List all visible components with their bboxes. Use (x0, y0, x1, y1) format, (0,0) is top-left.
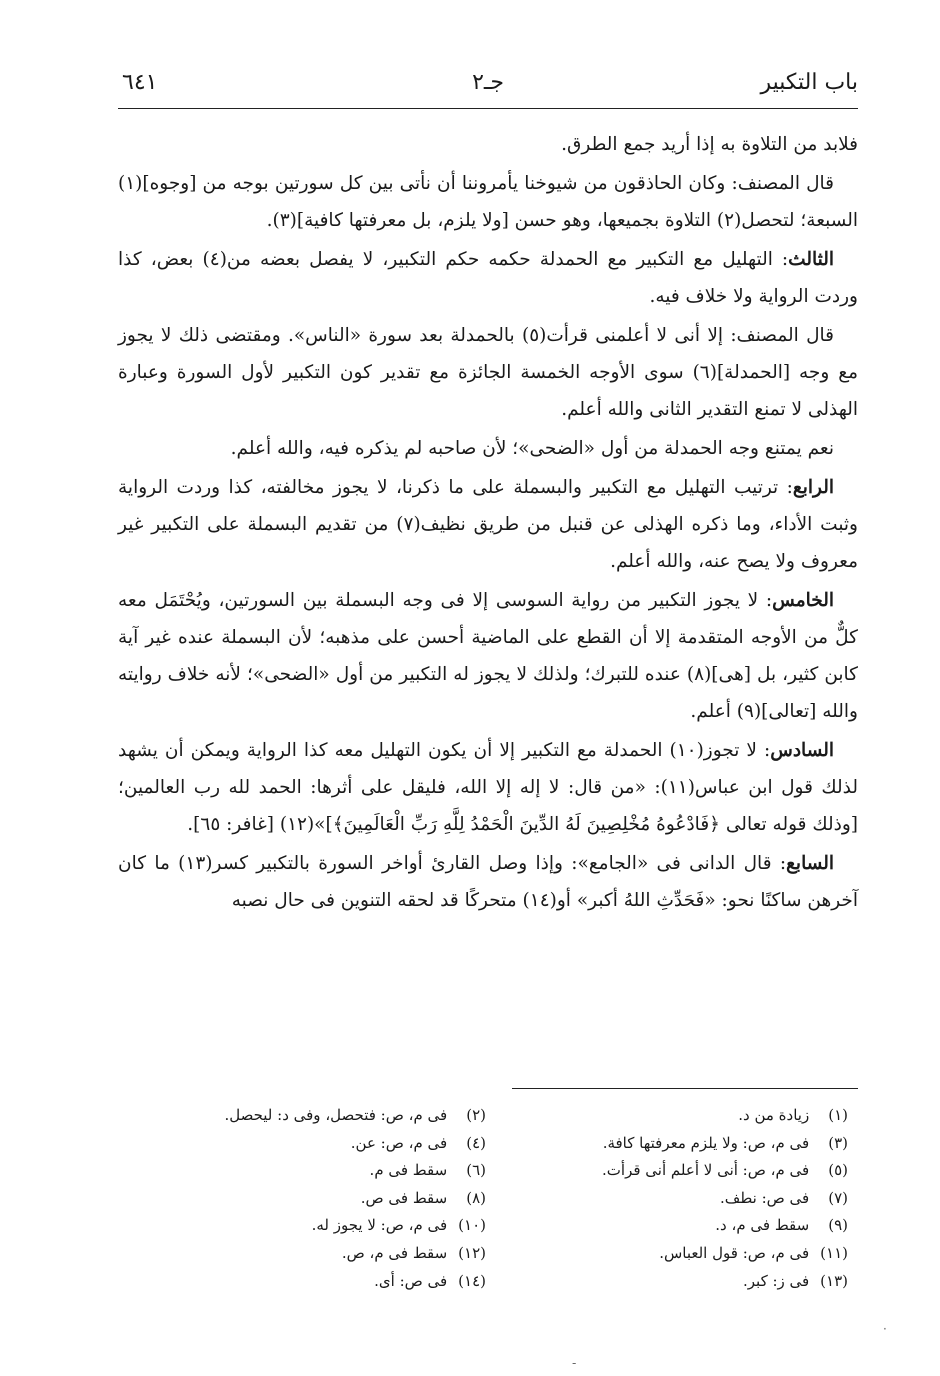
footnote-number: (١٣) (820, 1271, 848, 1290)
footnote (126, 1157, 486, 1185)
scan-speck: · (883, 1322, 887, 1336)
page-number: ٦٤١ (122, 70, 158, 95)
footnote-text: فى م، ص: أنى لا أعلم أنى قرأت. (602, 1161, 810, 1180)
footnote (126, 1212, 486, 1240)
footnote-text: فى ص: نطف. (720, 1188, 810, 1207)
footnote-text: فى م، ص: عن. (350, 1133, 448, 1152)
paragraph-text: فلابد من التلاوة به إذا أريد جمع الطرق. (561, 134, 858, 155)
paragraph (118, 317, 858, 428)
running-header (118, 58, 858, 110)
footnote-number: (٢) (466, 1106, 486, 1124)
section-lead: الثالث (788, 249, 834, 270)
footnote-number: (٧) (828, 1188, 848, 1207)
paragraph-text: : التهليل مع التكبير مع الحمدلة حكمه حكم التكبير، لا يفصل بعضه من(٤) بعض، كذا وردت الرواية ولا خلاف فيه. (118, 249, 858, 307)
footnote (126, 1185, 486, 1213)
paragraph-text: : لا يجوز التكبير من رواية السوسى إلا فى وجه البسملة بين السورتين، ويُحْتَمَل معه كلٌّ من الأوجه المتقدمة إلا أن القطع على الماضية أحسن على مذهبه؛ لأن البسملة عنده غير آية كابن كثير، بل [هى](٨) عنده للتبرك؛ ولذلك لا يجوز له التكبير من أول «الضحى»؛ لأنه خلاف روايته والله [تعالى](٩) أعلم. (118, 590, 858, 722)
footnote-number: (٩) (828, 1216, 848, 1235)
footnote-number: (٤) (466, 1133, 486, 1152)
footnote-number: (١) (828, 1106, 848, 1124)
footnote (488, 1240, 848, 1268)
volume-label: جـ٢ (472, 70, 504, 95)
footnote-number: (٥) (828, 1161, 848, 1180)
chapter-title: باب التكبير (760, 70, 858, 95)
footnote (126, 1268, 486, 1296)
footnote (488, 1157, 848, 1185)
footnote-number: (٨) (466, 1188, 486, 1207)
footnote (126, 1102, 486, 1130)
footnote (488, 1130, 848, 1158)
footnote-number: (٣) (828, 1133, 848, 1152)
footnote-number: (١٠) (458, 1216, 486, 1235)
footnote-text: فى م، ص: قول العباس. (659, 1243, 810, 1262)
footnote-number: (٦) (466, 1161, 486, 1180)
footnote-text: سقط فى ص. (360, 1188, 448, 1207)
paragraph (118, 126, 858, 163)
footnote-text: سقط فى م، ص. (341, 1243, 448, 1262)
footnote-number: (١١) (820, 1243, 848, 1262)
section-lead: الرابع (792, 477, 834, 498)
section-lead: السادس (770, 740, 834, 761)
footnote-text: فى ز: كبر. (743, 1271, 810, 1290)
footnote (126, 1130, 486, 1158)
footnote-text: زيادة من د. (738, 1106, 810, 1124)
footnote-number: (١٤) (458, 1271, 486, 1290)
section-lead: الخامس (772, 590, 834, 611)
footnote-text: فى ص: أى. (374, 1271, 448, 1290)
footnote-text: سقط فى م. (369, 1161, 448, 1180)
paragraph (118, 430, 858, 467)
footnote-text: فى م، ص: لا يجوز له. (311, 1216, 448, 1235)
section-lead: السابع (786, 853, 834, 874)
footnote (488, 1212, 848, 1240)
paragraph (118, 165, 858, 239)
footnote (488, 1102, 848, 1130)
main-text (118, 126, 858, 921)
paragraph (118, 732, 858, 843)
footnote-rule (512, 1088, 858, 1089)
paragraph-text: : قال الدانى فى «الجامع»: وإذا وصل القارئ أواخر السورة بالتكبير كسر(١٣) ما كان آخرهن ساكنًا نحو: «فَحَدِّثِ اللهُ أكبر» أو(١٤) متحركًا قد لحقه التنوين فى حال نصبه (118, 853, 858, 911)
paragraph-text: قال المصنف: وكان الحاذقون من شيوخنا يأمروننا أن نأتى بين كل سورتين بوجه من [وجوه](١) السبعة؛ لتحصل(٢) التلاوة بجميعها، وهو حسن [ولا يلزم، بل معرفتها كافية](٣). (118, 173, 858, 231)
paragraph (118, 845, 858, 919)
paragraph (118, 469, 858, 580)
footnote (126, 1240, 486, 1268)
paragraph-text: : ترتيب التهليل مع التكبير والبسملة على ما ذكرنا، لا يجوز مخالفته، كذا وردت الرواية وثبت الأداء، وما ذكره الهذلى عن قنبل من طريق نظيف(٧) من تقديم البسملة على التكبير غير معروف ولا يصح عنه، والله أعلم. (118, 477, 858, 572)
footnote (488, 1185, 848, 1213)
footnote-number: (١٢) (458, 1243, 486, 1262)
paragraph-text: قال المصنف: إلا أنى لا أعلمنى قرأت(٥) بالحمدلة بعد سورة «الناس». ومقتضى ذلك لا يجوز مع وجه [الحمدلة](٦) سوى الأوجه الخمسة الجائزة مع تقدير كون التكبير لأول السورة وعبارة الهذلى لا تمنع التقدير الثانى والله أعلم. (118, 325, 858, 420)
paragraph (118, 582, 858, 730)
footnote-column-left (126, 1102, 486, 1295)
footnote-text: فى م، ص: ولا يلزم معرفتها كافة. (602, 1133, 810, 1152)
paragraph-text: نعم يمتنع وجه الحمدلة من أول «الضحى»؛ لأن صاحبه لم يذكره فيه، والله أعلم. (230, 438, 834, 459)
scan-speck: - (572, 1356, 577, 1370)
footnote-text: سقط فى م، د. (715, 1216, 810, 1235)
header-rule (118, 108, 858, 109)
footnote (488, 1268, 848, 1296)
paragraph-text: : لا تجوز(١٠) الحمدلة مع التكبير إلا أن يكون التهليل معه كذا الرواية ويمكن أن يشهد لذلك قول ابن عباس(١١): «من قال: لا إله إلا الله، فليقل على أثرها: الحمد لله رب العالمين؛ [وذلك قوله تعالى ﴿فَادْعُوهُ مُخْلِصِينَ لَهُ الدِّينَ الْحَمْدُ لِلَّهِ رَبِّ الْعَالَمِينَ﴾]»(١٢) [غافر: ٦٥]. (118, 740, 858, 835)
paragraph (118, 241, 858, 315)
footnote-text: فى م، ص: فتحصل، وفى د: ليحصل. (224, 1106, 448, 1124)
footnote-column-right (488, 1102, 848, 1295)
